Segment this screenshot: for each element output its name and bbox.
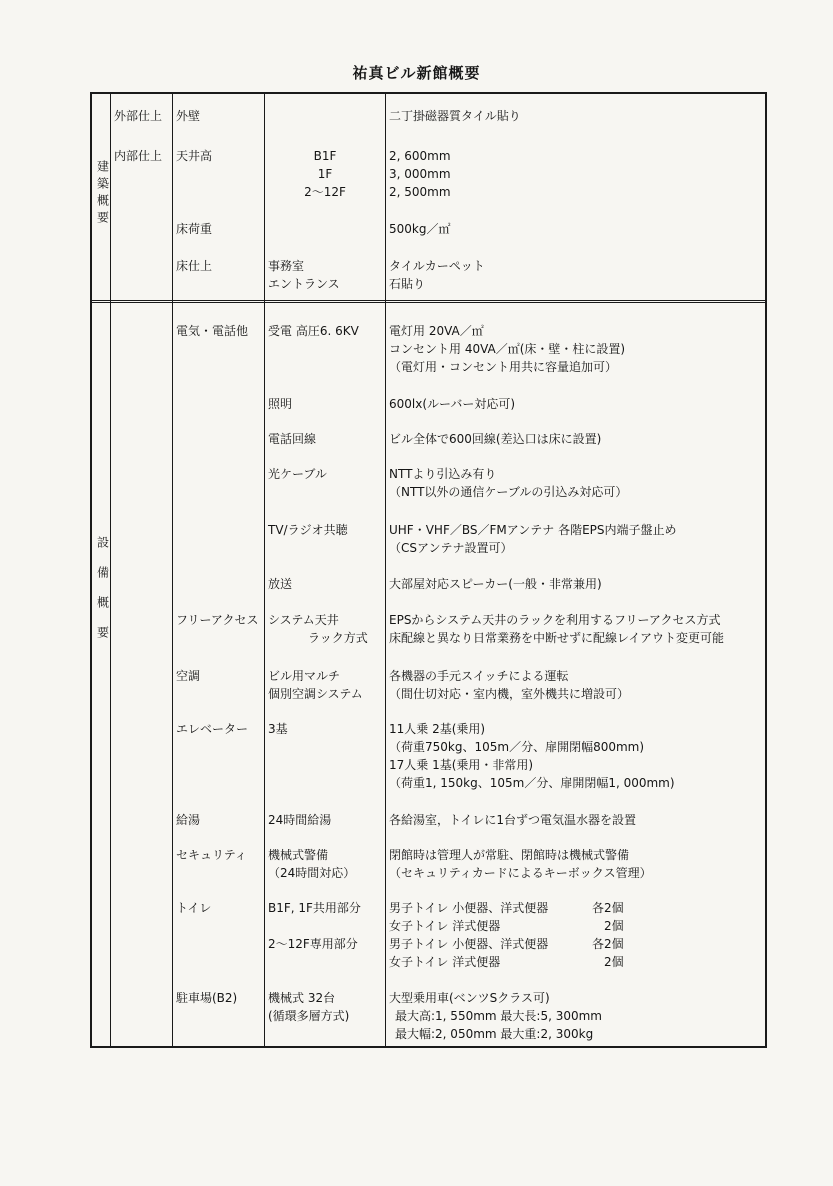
fiber-line-2: （NTT以外の通信ケーブルの引込み対応可）: [389, 485, 628, 499]
toilet-female-count-2: 2個: [604, 955, 624, 969]
interior-group: 内部仕上: [114, 149, 163, 163]
ceiling-value-1f: 3, 000mm: [389, 167, 451, 181]
fiber-sub: 光ケーブル: [268, 467, 327, 481]
tv-line-2: （CSアンテナ設置可）: [389, 541, 513, 555]
toilet-area-2: 2～12F専用部分: [268, 937, 358, 951]
security-sub-1: 機械式警備: [268, 848, 329, 862]
section-separator: [92, 300, 765, 303]
exterior-group: 外部仕上: [114, 109, 163, 123]
broadcast-sub: 放送: [268, 577, 293, 591]
elevator-sub: 3基: [268, 722, 288, 736]
parking-line-3: 最大幅:2, 050mm 最大重:2, 300kg: [395, 1027, 594, 1041]
equip-category-label: 設備概要: [95, 536, 110, 656]
toilet-item: トイレ: [176, 901, 212, 915]
toilet-female-count-1: 2個: [604, 919, 624, 933]
hotwater-sub: 24時間給湯: [268, 813, 332, 827]
col-divider-3: [264, 94, 265, 1046]
toilet-male-count-1: 各2個: [592, 901, 624, 915]
elevator-line-3: 17人乗 1基(乗用・非常用): [389, 758, 534, 772]
spec-table: [90, 92, 767, 1048]
toilet-female-1: 女子トイレ 洋式便器: [389, 919, 501, 933]
hvac-line-2: （間仕切対応・室内機，室外機共に増設可）: [389, 687, 630, 701]
floor-finish-value-entrance: 石貼り: [389, 277, 426, 291]
broadcast-value: 大部屋対応スピーカー(一般・非常兼用): [389, 577, 602, 591]
elevator-line-1: 11人乗 2基(乗用): [389, 722, 486, 736]
phone-value: ビル全体で600回線(差込口は床に設置): [389, 432, 602, 446]
toilet-female-2: 女子トイレ 洋式便器: [389, 955, 501, 969]
parking-sub-2: (循環多層方式): [268, 1009, 350, 1023]
electric-sub: 受電 高圧6. 6KV: [268, 324, 359, 338]
tv-sub: TV/ラジオ共聴: [268, 523, 348, 537]
security-item: セキュリティ: [176, 848, 247, 862]
lighting-value: 600lx(ルーバー対応可): [389, 397, 516, 411]
ceiling-floor-1f: 1F: [317, 167, 333, 181]
free-access-sub-1: システム天井: [268, 613, 339, 627]
hotwater-value: 各給湯室，トイレに1台ずつ電気温水器を設置: [389, 813, 637, 827]
electric-line-3: （電灯用・コンセント用共に容量追加可）: [389, 360, 618, 374]
free-access-item: フリーアクセス: [176, 613, 259, 627]
ceiling-floor-b1f: B1F: [313, 149, 337, 163]
electric-line-2: コンセント用 40VA／㎡(床・壁・柱に設置): [389, 342, 626, 356]
floor-load-item: 床荷重: [176, 222, 213, 236]
hvac-item: 空調: [176, 669, 201, 683]
floor-finish-item: 床仕上: [176, 259, 213, 273]
toilet-male-count-2: 各2個: [592, 937, 624, 951]
parking-item: 駐車場(B2): [176, 991, 238, 1005]
exterior-value: 二丁掛磁器質タイル貼り: [389, 109, 521, 123]
fiber-line-1: NTTより引込み有り: [389, 467, 497, 481]
ceiling-value-b1f: 2, 600mm: [389, 149, 451, 163]
security-line-2: （セキュリティカードによるキーボックス管理）: [389, 866, 652, 880]
tv-line-1: UHF・VHF／BS／FMアンテナ 各階EPS内端子盤止め: [389, 523, 677, 537]
hvac-sub-1: ビル用マルチ: [268, 669, 341, 683]
phone-sub: 電話回線: [268, 432, 317, 446]
col-divider-4: [385, 94, 386, 1046]
elevator-line-4: （荷重1, 150kg、105m／分、扉開閉幅1, 000mm): [389, 776, 675, 790]
hotwater-item: 給湯: [176, 813, 201, 827]
toilet-area-1: B1F, 1F共用部分: [268, 901, 361, 915]
floor-finish-area-office: 事務室: [268, 259, 305, 273]
free-access-sub-2: ラック方式: [308, 631, 368, 645]
page-title: 祐真ビル新館概要: [352, 64, 481, 82]
free-access-line-1: EPSからシステム天井のラックを利用するフリーアクセス方式: [389, 613, 721, 627]
free-access-line-2: 床配線と異なり日常業務を中断せずに配線レイアウト変更可能: [389, 631, 725, 645]
toilet-male-1: 男子トイレ 小便器、洋式便器: [389, 901, 549, 915]
hvac-line-1: 各機器の手元スイッチによる運転: [389, 669, 569, 683]
hvac-sub-2: 個別空調システム: [268, 687, 363, 701]
floor-finish-area-entrance: エントランス: [268, 277, 340, 291]
security-line-1: 閉館時は管理人が常駐、閉館時は機械式警備: [389, 848, 630, 862]
floor-load-value: 500kg／㎡: [389, 222, 451, 236]
elevator-item: エレベーター: [176, 722, 249, 736]
ceiling-floor-2-12f: 2～12F: [304, 185, 346, 199]
parking-line-1: 大型乗用車(ベンツSクラス可): [389, 991, 550, 1005]
arch-category-label: 建築概要: [95, 160, 110, 228]
parking-line-2: 最大高:1, 550mm 最大長:5, 300mm: [395, 1009, 602, 1023]
electric-line-1: 電灯用 20VA／㎡: [389, 324, 484, 338]
parking-sub-1: 機械式 32台: [268, 991, 336, 1005]
floor-finish-value-office: タイルカーペット: [389, 259, 485, 273]
security-sub-2: （24時間対応）: [268, 866, 356, 880]
ceiling-value-2-12f: 2, 500mm: [389, 185, 451, 199]
col-divider-2: [172, 94, 173, 1046]
exterior-item: 外壁: [176, 109, 201, 123]
ceiling-item: 天井高: [176, 149, 213, 163]
electric-item: 電気・電話他: [176, 324, 249, 338]
elevator-line-2: （荷重750kg、105m／分、扉開閉幅800mm): [389, 740, 645, 754]
lighting-sub: 照明: [268, 397, 293, 411]
toilet-male-2: 男子トイレ 小便器、洋式便器: [389, 937, 549, 951]
